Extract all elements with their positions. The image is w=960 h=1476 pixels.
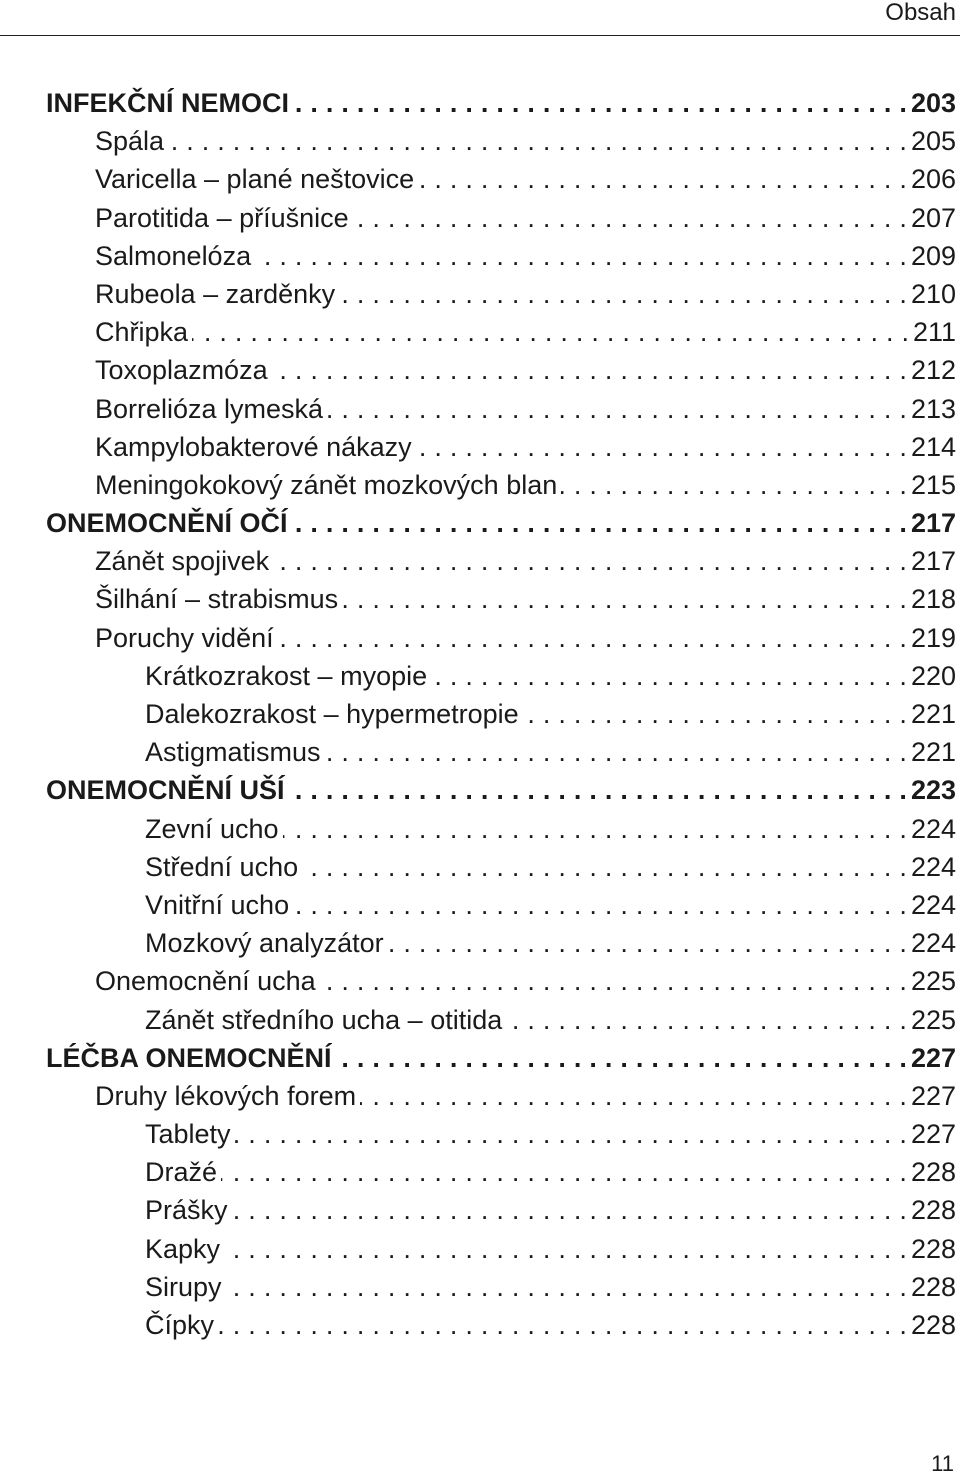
toc-entry[interactable] [0, 1268, 960, 1306]
toc-entry-page-number: 205 [910, 126, 956, 157]
dot-leader [388, 924, 907, 962]
toc-entry-title: Chřipka [95, 317, 189, 348]
dot-leader [523, 695, 907, 733]
toc-entry[interactable] [0, 1001, 960, 1039]
toc-entry-title: Salmonelóza [95, 240, 252, 271]
toc-entry-page-number: 228 [910, 1271, 956, 1302]
toc-chapter-entry-title: ONEMOCNĚNÍ OČÍ [46, 508, 288, 539]
toc-entry-title: Čípky [145, 1310, 215, 1340]
toc-entry[interactable] [0, 1230, 960, 1268]
toc-entry[interactable] [0, 619, 960, 657]
toc-entry-title: Krátkozrakost – myopie [145, 660, 428, 691]
toc-entry[interactable] [0, 237, 960, 275]
dot-leader [278, 619, 907, 657]
toc-chapter-entry-page-number: 203 [910, 88, 956, 118]
toc-entry-title: Astigmatismus [145, 737, 321, 768]
toc-entry[interactable] [0, 657, 960, 695]
toc-entry-title: Borrelióza lymeská [95, 393, 324, 424]
toc-entry-page-number: 227 [910, 1119, 956, 1150]
toc-entry-page-number: 224 [910, 813, 956, 844]
dot-leader [192, 313, 909, 351]
toc-entry-page-number: 217 [910, 546, 956, 577]
dot-leader [232, 1191, 907, 1229]
header-divider [0, 35, 960, 36]
toc-entry-title: Dražé [145, 1157, 218, 1188]
toc-entry-page-number: 219 [910, 622, 956, 653]
dot-leader [221, 1153, 907, 1191]
toc-entry[interactable] [0, 542, 960, 580]
toc-entry-title: Druhy lékových forem [95, 1080, 357, 1111]
toc-entry[interactable] [0, 122, 960, 160]
toc-chapter-entry[interactable] [0, 84, 960, 122]
dot-leader [283, 810, 907, 848]
toc-chapter-entry[interactable] [0, 771, 960, 809]
toc-entry[interactable] [0, 733, 960, 771]
toc-section [0, 84, 960, 504]
toc-entry[interactable] [0, 1077, 960, 1115]
toc-entry-page-number: 215 [910, 469, 956, 500]
toc-entry-title: Vnitřní ucho [145, 889, 290, 920]
toc-entry[interactable] [0, 886, 960, 924]
toc-entry[interactable] [0, 848, 960, 886]
toc-entry[interactable] [0, 580, 960, 618]
toc-entry-title: Sirupy [145, 1271, 222, 1302]
toc-entry[interactable] [0, 962, 960, 1000]
toc-chapter-entry[interactable] [0, 1039, 960, 1077]
toc-entry-page-number: 212 [910, 355, 956, 386]
toc-entry-title: Zevní ucho [145, 813, 279, 844]
dot-leader [431, 657, 907, 695]
toc-entry[interactable] [0, 924, 960, 962]
toc-entry-title: Zánět středního ucha – otitida [145, 1004, 503, 1035]
toc-chapter-entry-page-number: 227 [910, 1042, 956, 1073]
table-of-contents [0, 84, 960, 1344]
dot-leader [226, 1268, 907, 1306]
toc-entry-title: Mozkový analyzátor [145, 928, 384, 959]
toc-entry-title: Střední ucho [145, 851, 299, 882]
dot-leader [360, 1077, 907, 1115]
toc-entry-page-number: 228 [910, 1195, 956, 1226]
toc-entry[interactable] [0, 1115, 960, 1153]
toc-chapter-entry-title: LÉČBA ONEMOCNĚNÍ [46, 1042, 332, 1073]
toc-entry-title: Poruchy vidění [95, 622, 274, 653]
toc-entry-title: Onemocnění ucha [95, 966, 316, 997]
dot-leader [235, 1115, 907, 1153]
toc-entry-page-number: 225 [910, 1004, 956, 1035]
toc-entry-page-number: 221 [910, 699, 956, 729]
toc-entry-title: Prášky [145, 1195, 228, 1226]
toc-section [0, 1039, 960, 1345]
dot-leader [255, 237, 907, 275]
toc-entry[interactable] [0, 466, 960, 504]
dot-leader [336, 1039, 907, 1077]
toc-entry-page-number: 228 [910, 1310, 956, 1340]
toc-entry-title: Parotitida – příušnice [95, 202, 349, 233]
dot-leader [418, 160, 907, 198]
toc-entry[interactable] [0, 428, 960, 466]
toc-entry[interactable] [0, 1306, 960, 1344]
toc-entry-title: Zánět spojivek [95, 546, 270, 577]
toc-entry-page-number: 214 [910, 431, 956, 462]
toc-chapter-entry-title: ONEMOCNĚNÍ UŠÍ [46, 775, 285, 806]
toc-entry[interactable] [0, 313, 960, 351]
dot-leader [168, 122, 907, 160]
dot-leader [339, 275, 907, 313]
toc-entry[interactable] [0, 1191, 960, 1229]
toc-entry-title: Varicella – plané neštovice [95, 164, 415, 195]
toc-entry-title: Toxoplazmóza [95, 355, 268, 386]
dot-leader [561, 466, 907, 504]
dot-leader [320, 962, 907, 1000]
dot-leader [272, 351, 907, 389]
toc-chapter-entry-page-number: 217 [910, 508, 956, 539]
dot-leader [327, 390, 907, 428]
dot-leader [273, 542, 907, 580]
dot-leader [218, 1306, 907, 1344]
dot-leader [289, 771, 907, 809]
running-header-title: Obsah [885, 0, 956, 26]
toc-entry-page-number: 224 [910, 851, 956, 882]
toc-entry[interactable] [0, 160, 960, 198]
toc-entry[interactable] [0, 390, 960, 428]
page-number: 11 [931, 1451, 954, 1476]
toc-entry[interactable] [0, 810, 960, 848]
toc-chapter-entry-page-number: 223 [910, 775, 956, 806]
toc-entry[interactable] [0, 199, 960, 237]
dot-leader [293, 84, 907, 122]
toc-chapter-entry-title: INFEKČNÍ NEMOCI [46, 88, 289, 118]
toc-entry[interactable] [0, 275, 960, 313]
dot-leader [293, 886, 907, 924]
toc-entry-page-number: 228 [910, 1233, 956, 1264]
toc-entry-title: Rubeola – zarděnky [95, 278, 336, 309]
dot-leader [325, 733, 907, 771]
toc-entry-page-number: 227 [910, 1080, 956, 1111]
toc-entry-title: Tablety [145, 1119, 231, 1150]
toc-entry-title: Spála [95, 126, 165, 157]
dot-leader [302, 848, 907, 886]
toc-section [0, 771, 960, 1038]
toc-entry-page-number: 221 [910, 737, 956, 768]
toc-entry-title: Kapky [145, 1233, 221, 1264]
toc-entry-page-number: 218 [910, 584, 956, 615]
toc-entry-page-number: 213 [910, 393, 956, 424]
toc-entry-page-number: 211 [912, 317, 956, 348]
dot-leader [224, 1230, 907, 1268]
toc-entry-page-number: 210 [910, 278, 956, 309]
toc-entry[interactable] [0, 1153, 960, 1191]
toc-entry-page-number: 228 [910, 1157, 956, 1188]
dot-leader [292, 504, 907, 542]
toc-section [0, 504, 960, 771]
toc-entry[interactable] [0, 695, 960, 733]
toc-entry-title: Dalekozrakost – hypermetropie [145, 699, 519, 729]
toc-entry-title: Kampylobakterové nákazy [95, 431, 412, 462]
toc-entry-page-number: 220 [910, 660, 956, 691]
dot-leader [506, 1001, 907, 1039]
dot-leader [416, 428, 907, 466]
toc-entry-page-number: 209 [910, 240, 956, 271]
dot-leader [353, 199, 907, 237]
toc-entry-page-number: 224 [910, 928, 956, 959]
toc-entry-page-number: 225 [910, 966, 956, 997]
toc-chapter-entry[interactable] [0, 504, 960, 542]
toc-entry-title: Meningokokový zánět mozkových blan [95, 469, 558, 500]
toc-entry-title: Šilhání – strabismus [95, 584, 339, 615]
dot-leader [342, 580, 907, 618]
toc-entry-page-number: 224 [910, 889, 956, 920]
toc-entry-page-number: 207 [910, 202, 956, 233]
toc-entry[interactable] [0, 351, 960, 389]
toc-entry-page-number: 206 [910, 164, 956, 195]
